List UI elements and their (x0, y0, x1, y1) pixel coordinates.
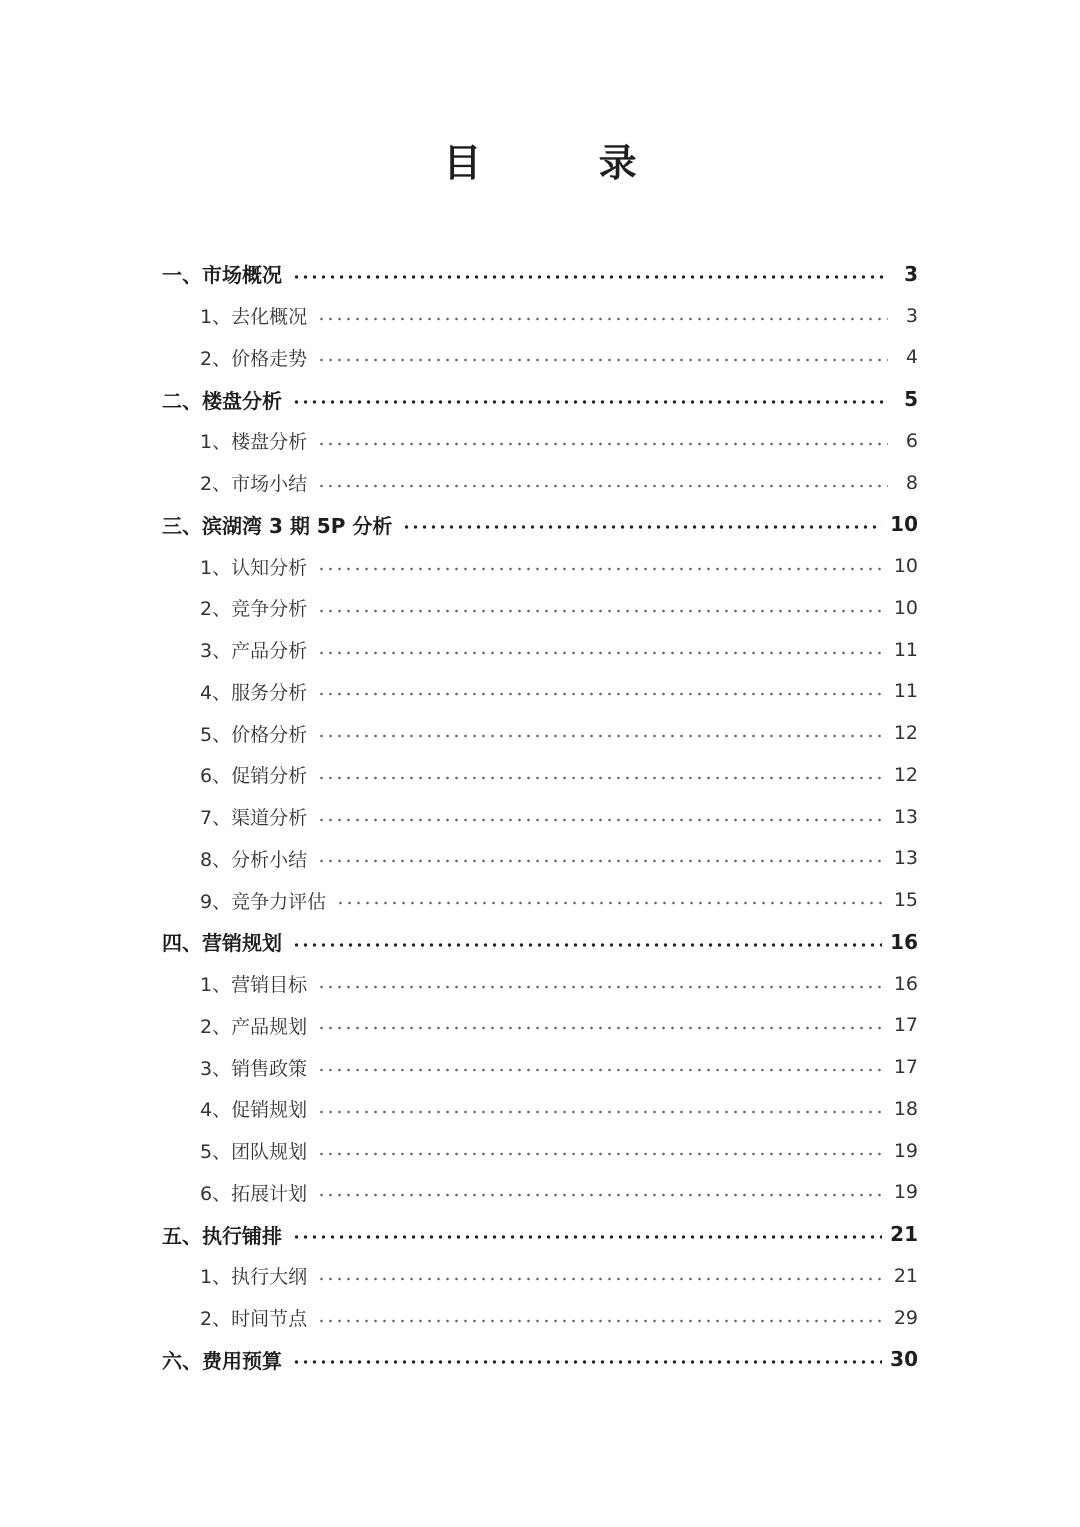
dot-leader (317, 309, 888, 329)
toc-row[interactable] (162, 295, 918, 337)
dot-leader (317, 810, 886, 830)
dot-leader (317, 768, 886, 788)
toc-entry-label: 六、费用预算 (162, 1345, 288, 1374)
toc-row[interactable] (162, 754, 918, 796)
dot-leader (292, 392, 888, 412)
toc-row[interactable] (162, 796, 918, 838)
toc-row[interactable] (162, 838, 918, 880)
toc-page-number: 8 (905, 471, 918, 494)
toc-page-number: 30 (890, 1347, 918, 1372)
dot-leader (317, 1018, 886, 1038)
toc-page-number: 16 (890, 929, 918, 954)
dot-leader (292, 267, 888, 287)
toc-row[interactable] (162, 1213, 918, 1255)
dot-leader (317, 1102, 886, 1122)
dot-leader (317, 476, 888, 496)
dot-leader (317, 350, 888, 370)
toc-entry-label: 5、团队规划 (200, 1137, 313, 1164)
toc-entry-label: 2、产品规划 (200, 1012, 313, 1039)
dot-leader (317, 1060, 886, 1080)
toc-entry-label: 1、认知分析 (200, 553, 313, 580)
dot-leader (317, 1311, 886, 1331)
toc-row[interactable] (162, 1297, 918, 1339)
toc-entry-label: 9、竞争力评估 (200, 887, 332, 914)
toc-row[interactable] (162, 921, 918, 963)
toc-page-number: 5 (904, 387, 918, 412)
toc-row[interactable] (162, 879, 918, 921)
toc-page-number: 16 (893, 972, 918, 995)
toc-row[interactable] (162, 1046, 918, 1088)
toc-page-number: 10 (893, 555, 918, 578)
dot-leader (317, 434, 888, 454)
toc-page-number: 29 (893, 1306, 918, 1329)
toc-row[interactable] (162, 1130, 918, 1172)
dot-leader (336, 893, 886, 913)
toc-page-number: 21 (893, 1264, 918, 1287)
toc-row[interactable] (162, 1339, 918, 1381)
toc-entry-label: 三、滨湖湾 3 期 5P 分析 (162, 510, 398, 539)
dot-leader (317, 1144, 886, 1164)
dot-leader (317, 977, 886, 997)
toc-entry-label: 2、市场小结 (200, 469, 313, 496)
toc-row[interactable] (162, 504, 918, 546)
toc-entry-label: 1、执行大纲 (200, 1262, 313, 1289)
toc-row[interactable] (162, 1088, 918, 1130)
toc-page-number: 13 (893, 805, 918, 828)
toc-entry-label: 四、营销规划 (162, 927, 288, 956)
toc-row[interactable] (162, 420, 918, 462)
dot-leader (317, 643, 886, 663)
toc-row[interactable] (162, 963, 918, 1005)
toc-entry-label: 一、市场概况 (162, 259, 288, 288)
toc-page-number: 19 (893, 1181, 918, 1204)
toc-page-number: 6 (905, 429, 918, 452)
toc-entry-label: 4、服务分析 (200, 678, 313, 705)
toc-entry-label: 3、销售政策 (200, 1054, 313, 1081)
toc-page-number: 4 (905, 346, 918, 369)
toc-page-number: 11 (893, 680, 918, 703)
toc-entry-label: 8、分析小结 (200, 845, 313, 872)
toc-entry-label: 6、拓展计划 (200, 1179, 313, 1206)
toc-page-number: 15 (893, 889, 918, 912)
toc-row[interactable] (162, 1172, 918, 1214)
toc-page-number: 12 (893, 763, 918, 786)
toc-entry-label: 6、促销分析 (200, 761, 313, 788)
toc-page-number: 18 (893, 1097, 918, 1120)
toc-row[interactable] (162, 378, 918, 420)
toc-row[interactable] (162, 545, 918, 587)
toc-page-number: 11 (893, 638, 918, 661)
dot-leader (317, 851, 886, 871)
dot-leader (317, 726, 886, 746)
toc-entry-label: 1、营销目标 (200, 970, 313, 997)
toc-entry-label: 五、执行铺排 (162, 1220, 288, 1249)
page-title: 目 录 (443, 141, 689, 185)
toc-page-number: 13 (893, 847, 918, 870)
toc-page-number: 17 (893, 1014, 918, 1037)
toc-row[interactable] (162, 671, 918, 713)
toc-row[interactable] (162, 253, 918, 295)
toc-entry-label: 1、楼盘分析 (200, 427, 313, 454)
toc-page-number: 10 (893, 596, 918, 619)
toc-entry-label: 3、产品分析 (200, 636, 313, 663)
dot-leader (317, 1269, 886, 1289)
toc-row[interactable] (162, 1255, 918, 1297)
toc-row[interactable] (162, 587, 918, 629)
dot-leader (317, 559, 886, 579)
toc-row[interactable] (162, 337, 918, 379)
toc-row[interactable] (162, 629, 918, 671)
toc-page-number: 21 (890, 1222, 918, 1247)
toc-page-number: 3 (905, 304, 918, 327)
toc-entry-label: 1、去化概况 (200, 302, 313, 329)
toc-page-number: 19 (893, 1139, 918, 1162)
toc-entry-label: 5、价格分析 (200, 720, 313, 747)
table-of-contents (162, 253, 918, 1380)
toc-row[interactable] (162, 1005, 918, 1047)
toc-page-number: 3 (904, 261, 918, 286)
toc-page-number: 17 (893, 1056, 918, 1079)
toc-entry-label: 2、价格走势 (200, 344, 313, 371)
dot-leader (317, 601, 886, 621)
toc-row[interactable] (162, 712, 918, 754)
toc-entry-label: 4、促销规划 (200, 1095, 313, 1122)
dot-leader (402, 517, 882, 537)
toc-row[interactable] (162, 462, 918, 504)
dot-leader (317, 1185, 886, 1205)
toc-entry-label: 2、时间节点 (200, 1304, 313, 1331)
dot-leader (292, 1352, 882, 1372)
toc-page-number: 12 (893, 722, 918, 745)
toc-entry-label: 7、渠道分析 (200, 803, 313, 830)
dot-leader (317, 684, 886, 704)
toc-entry-label: 二、楼盘分析 (162, 385, 288, 414)
dot-leader (292, 935, 882, 955)
toc-page-number: 10 (890, 512, 918, 537)
toc-entry-label: 2、竞争分析 (200, 594, 313, 621)
dot-leader (292, 1227, 882, 1247)
